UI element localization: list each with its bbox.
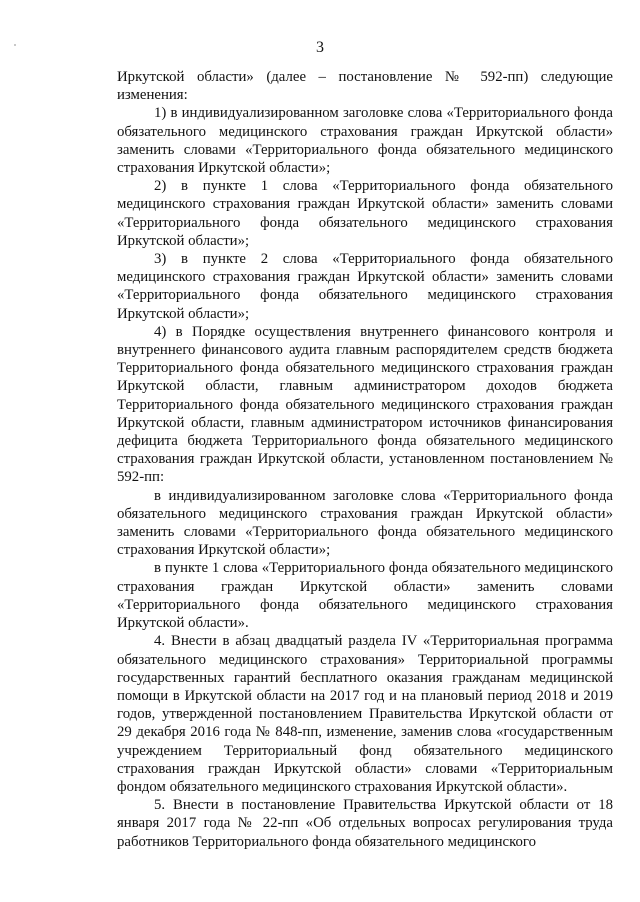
paragraph-item-1: 1) в индивидуализированном заголовке слова «Территориального фонда обязательного медицинского страхования граждан Иркутской области» заменить словами «Территориального фонда обязательного медицинского страхования Иркутской области»;	[117, 105, 613, 177]
page-number: 3	[316, 39, 324, 56]
paragraph-section-4: 4. Внести в абзац двадцатый раздела IV «Территориальная программа обязательного медицинского страхования» Территориальной программы государственных гарантий бесплатного оказания гражданам медицинской помощи в Иркутской области на 2017 год и на плановый период 2018 и 2019 годов, утвержденной постановлением Правительства Иркутской области от 29 декабря 2016 года № 848-пп, изменение, заменив слова «государственным учреждением Территориальный фонд обязательного медицинского страхования граждан Иркутской области» словами «Территориальным фондом обязательного медицинского страхования Иркутской области».	[117, 633, 613, 795]
paragraph-item-2: 2) в пункте 1 слова «Территориального фонда обязательного медицинского страхования граждан Иркутской области» заменить словами «Территориального фонда обязательного медицинского страхования Иркутской области»;	[117, 178, 613, 249]
paragraph-item-3: 3) в пункте 2 слова «Территориального фонда обязательного медицинского страхования граждан Иркутской области» заменить словами «Территориального фонда обязательного медицинского страхования Иркутской области»;	[117, 251, 613, 322]
paragraph-item-4: 4) в Порядке осуществления внутреннего финансового контроля и внутреннего финансового аудита главным распорядителем средств бюджета Территориального фонда обязательного медицинского страхования граждан Иркутской области, главным администратором доходов бюджета Территориального фонда обязательного медицинского страхования граждан Иркутской области, главным администратором источников финансирования дефицита бюджета Территориального фонда обязательного медицинского страхования граждан Иркутской области, установленном постановлением № 592-пп:	[117, 323, 613, 486]
document-body	[117, 68, 613, 851]
paragraph-section-5: 5. Внести в постановление Правительства Иркутской области от 18 января 2017 года № 22-пп «Об отдельных вопросах регулирования труда работников Территориального фонда обязательного медицинского	[117, 797, 613, 850]
paragraph-subitem-point-1: в пункте 1 слова «Территориального фонда обязательного медицинского страхования граждан Иркутской области» заменить словами «Территориального фонда обязательного медицинского страхования Иркутской области».	[117, 560, 613, 632]
paragraph-continuation: Иркутской области» (далее – постановление № 592-пп) следующие изменения:	[117, 69, 613, 104]
paragraph-subitem-heading: в индивидуализированном заголовке слова «Территориального фонда обязательного медицинского страхования граждан Иркутской области» заменить словами «Территориального фонда обязательного медицинского страхования Иркутской области»;	[117, 487, 613, 559]
